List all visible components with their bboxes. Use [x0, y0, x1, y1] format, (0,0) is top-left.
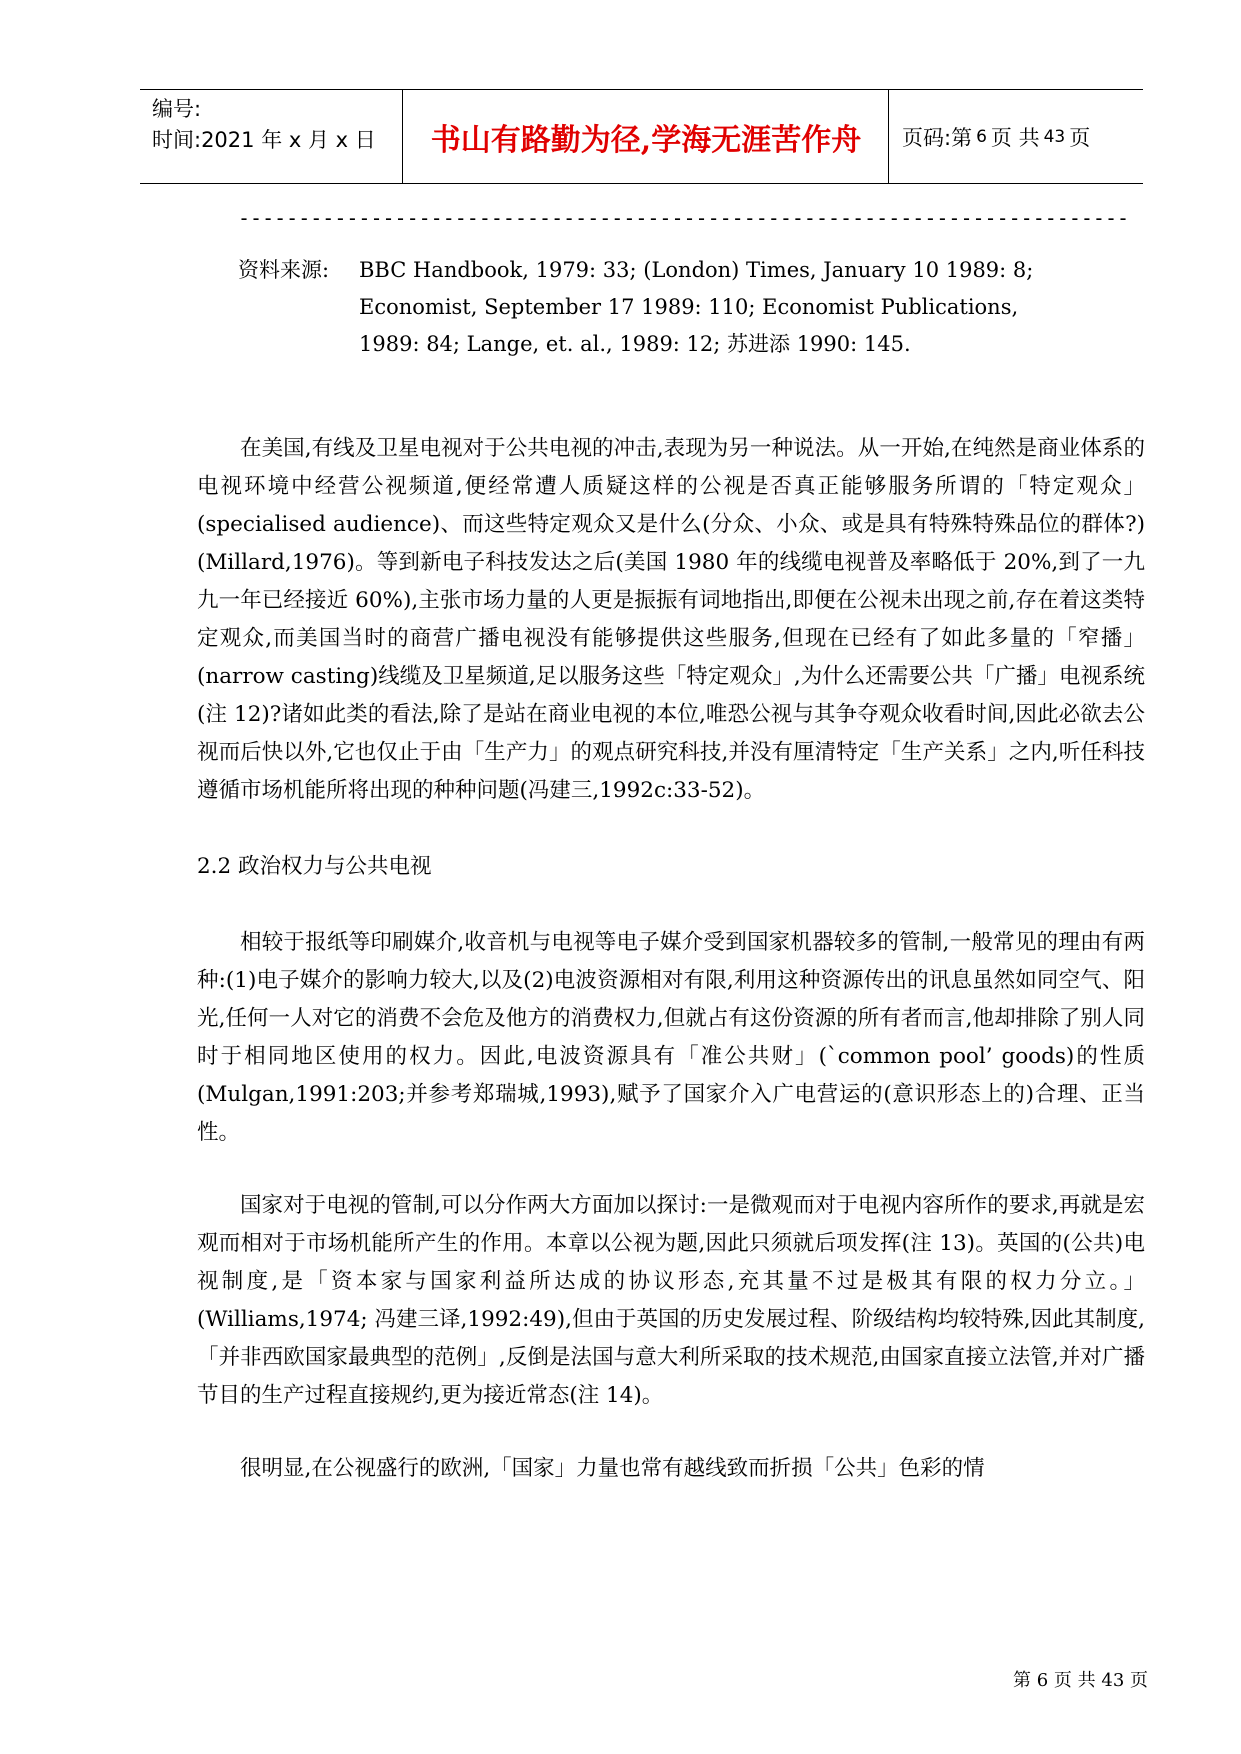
page-suffix: 页 [1069, 125, 1091, 150]
section-heading: 2.2 政治权力与公共电视 [197, 854, 432, 879]
time-label: 时间:2021 年 x 月 x 日 [152, 128, 376, 152]
paragraph: 很明显,在公视盛行的欧洲,「国家」力量也常有越线致而折损「公共」色彩的情 [240, 1456, 985, 1481]
source-line: Economist, September 17 1989: 110; Economist Publications, [359, 295, 1019, 319]
header-motto: 书山有路勤为径,学海无涯苦作舟 [430, 122, 862, 158]
dashed-separator: -------------------------------------------------------------------------- [238, 208, 1130, 228]
page-mid: 页 共 [990, 125, 1040, 150]
header-meta [152, 94, 402, 156]
page-header [140, 89, 1143, 184]
paragraph: 在美国,有线及卫星电视对于公共电视的冲击,表现为另一种说法。从一开始,在纯然是商业体系的电视环境中经营公视频道,便经常遭人质疑这样的公视是否真正能够服务所谓的「特定观众」(specialised audience)、而这些特定观众又是什么(分众、小众、或是具有特殊特殊品位的群体?)(Millard,1976)。等到新电子科技发达之后(美国 1980 年的线缆电视普及率略低于 20%,到了一九九一年已经接近 60%),主张市场力量的人更是振振有词地指出,即便在公视未出现之前,存在着这类特定观众,而美国当时的商营广播电视没有能够提供这些服务,但现在已经有了如此多量的「窄播」(narrow casting)线缆及卫星频道,足以服务这些「特定观众」,为什么还需要公共「广播」电视系统(注 12)?诸如此类的看法,除了是站在商业电视的本位,唯恐公视与其争夺观众收看时间,因此必欲去公视而后快以外,它也仅止于由「生产力」的观点研究科技,并没有厘清特定「生产关系」之内,听任科技遵循市场机能所将出现的种种问题(冯建三,1992c:33-52)。 [197, 436, 1145, 803]
header-divider [888, 90, 889, 183]
number-label: 编号: [152, 97, 202, 121]
header-divider [402, 90, 403, 183]
page-total: 43 [1043, 126, 1066, 147]
source-label: 资料来源: [238, 258, 330, 282]
page-current: 6 [976, 126, 987, 147]
paragraph: 相较于报纸等印刷媒介,收音机与电视等电子媒介受到国家机器较多的管制,一般常见的理由有两种:(1)电子媒介的影响力较大,以及(2)电波资源相对有限,利用这种资源传出的讯息虽然如同空气、阳光,任何一人对它的消费不会危及他方的消费权力,但就占有这份资源的所有者而言,他却排除了别人同时于相同地区使用的权力。因此,电波资源具有「准公共财」(`common pool’ goods)的性质(Mulgan,1991:203;并参考郑瑞城,1993),赋予了国家介入广电营运的(意识形态上的)合理、正当性。 [197, 930, 1145, 1145]
paragraph: 国家对于电视的管制,可以分作两大方面加以探讨:一是微观而对于电视内容所作的要求,再就是宏观而相对于市场机能所产生的作用。本章以公视为题,因此只须就后项发挥(注 13)。英国的(公共)电视制度,是「资本家与国家利益所达成的协议形态,充其量不过是极其有限的权力分立。」(Williams,1974; 冯建三译,1992:49),但由于英国的历史发展过程、阶级结构均较特殊,因此其制度,「并非西欧国家最典型的范例」,反倒是法国与意大利所采取的技术规范,由国家直接立法管,并对广播节目的生产过程直接规约,更为接近常态(注 14)。 [197, 1193, 1145, 1408]
page-prefix: 页码:第 [902, 125, 973, 150]
source-line: BBC Handbook, 1979: 33; (London) Times, January 10 1989: 8; [359, 258, 1034, 282]
header-page-number [902, 90, 1090, 183]
document-body [197, 430, 1145, 1488]
source-line: 1989: 84; Lange, et. al., 1989: 12; 苏进添 1990: 145. [359, 332, 911, 356]
page-footer: 第 6 页 共 43 页 [1013, 1670, 1148, 1691]
source-lines [359, 252, 1033, 363]
